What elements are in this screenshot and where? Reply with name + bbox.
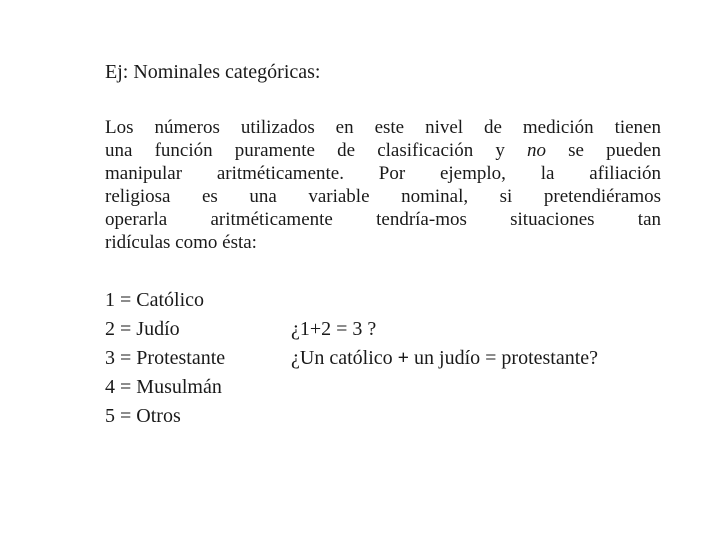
paragraph-line: Los números utilizados en este nivel de medición tienen — [105, 117, 661, 138]
emphasis-text: no — [527, 140, 546, 161]
paragraph-text: se pueden — [546, 140, 661, 161]
explanation-paragraph — [105, 116, 661, 254]
code-item: 5 = Otros — [105, 405, 181, 427]
religion-code-list — [105, 286, 225, 431]
paragraph-line: operarla aritméticamente tendría-mos situaciones tan — [105, 209, 661, 230]
code-item: 4 = Musulmán — [105, 376, 222, 398]
question-religion — [291, 344, 598, 373]
code-item: 1 = Católico — [105, 289, 205, 311]
paragraph-text: una función puramente de clasificación y — [105, 140, 527, 161]
code-item: 3 = Protestante — [105, 347, 226, 369]
paragraph-line — [105, 139, 661, 162]
plus-sign: + — [397, 347, 410, 369]
question-text: ¿Un católico — [291, 347, 398, 369]
paragraph-line: manipular aritméticamente. Por ejemplo, la afiliación — [105, 163, 661, 184]
absurd-questions — [291, 315, 598, 373]
slide-title: Ej: Nominales categóricas: — [105, 61, 321, 83]
paragraph-line: religiosa es una variable nominal, si pretendiéramos — [105, 186, 661, 207]
paragraph-line: ridículas como ésta: — [105, 232, 257, 253]
question-text: un judío = protestante? — [409, 347, 599, 369]
code-item: 2 = Judío — [105, 318, 180, 340]
question-sum: ¿1+2 = 3 ? — [291, 318, 377, 340]
